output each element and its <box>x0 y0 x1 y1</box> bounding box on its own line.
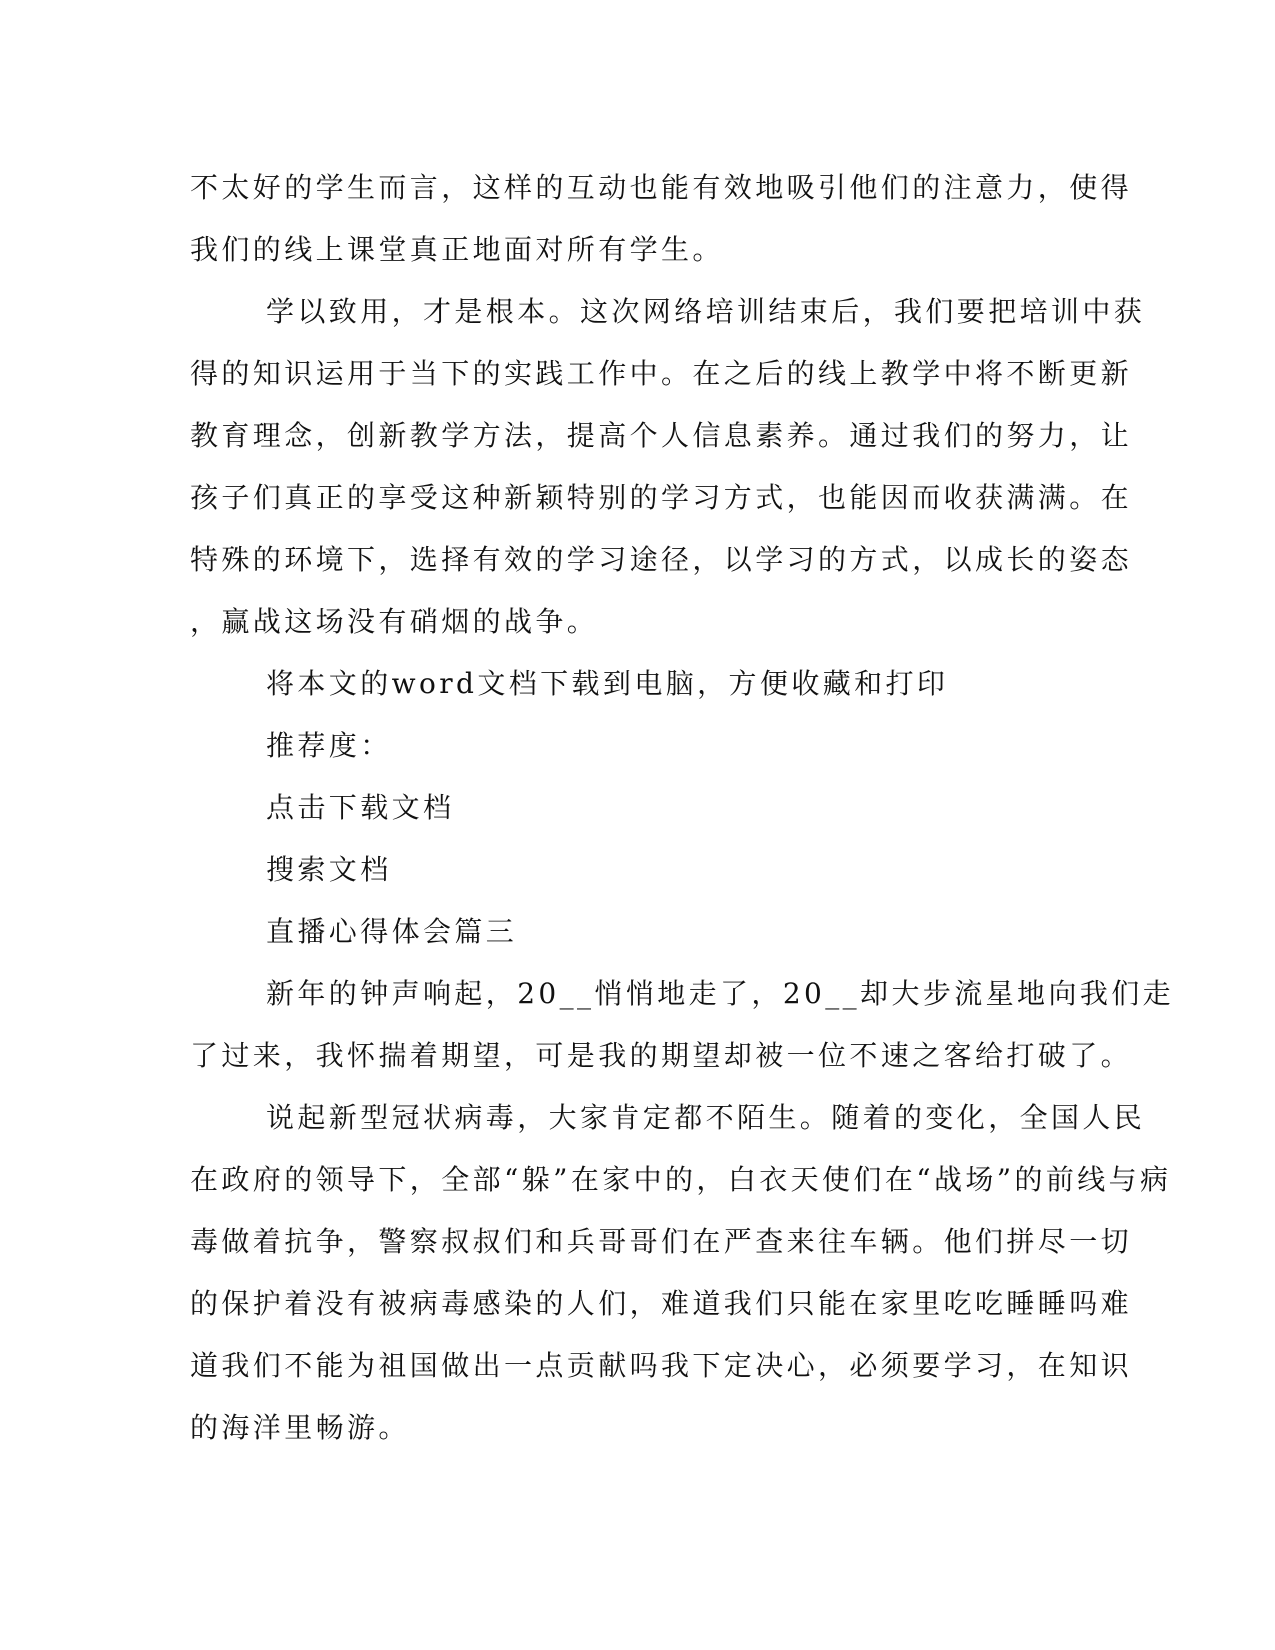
search-link-text[interactable]: 搜索文档 <box>266 853 392 886</box>
text-line: 特殊的环境下，选择有效的学习途径，以学习的方式，以成长的姿态 <box>190 543 1133 576</box>
recommend-rating <box>190 715 1090 777</box>
text-line: 毒做着抗争，警察叔叔们和兵哥哥们在严查来往车辆。他们拼尽一切 <box>190 1225 1133 1258</box>
text-line: 不太好的学生而言，这样的互动也能有效地吸引他们的注意力，使得 <box>190 171 1133 204</box>
search-link[interactable] <box>190 839 1090 901</box>
download-note-text: 将本文的word文档下载到电脑，方便收藏和打印 <box>266 667 949 700</box>
document-body <box>190 157 1175 1459</box>
text-line: 说起新型冠状病毒，大家肯定都不陌生。随着的变化，全国人民 <box>266 1101 1146 1134</box>
paragraph-application <box>190 281 1146 653</box>
download-note <box>190 653 1090 715</box>
section-title <box>190 901 1090 963</box>
text-line: 了过来，我怀揣着期望，可是我的期望却被一位不速之客给打破了。 <box>190 1039 1133 1072</box>
text-line: 孩子们真正的享受这种新颖特别的学习方式，也能因而收获满满。在 <box>190 481 1133 514</box>
text-line: 新年的钟声响起，20__悄悄地走了，20__却大步流星地向我们走 <box>266 977 1175 1010</box>
download-link[interactable] <box>190 777 1090 839</box>
paragraph-new-year <box>190 963 1175 1087</box>
recommend-label: 推荐度： <box>266 729 392 762</box>
text-line: 的海洋里畅游。 <box>190 1411 410 1444</box>
text-line: 我们的线上课堂真正地面对所有学生。 <box>190 233 724 266</box>
text-line: 学以致用，才是根本。这次网络培训结束后，我们要把培训中获 <box>266 295 1146 328</box>
download-link-text[interactable]: 点击下载文档 <box>266 791 455 824</box>
text-line: 的保护着没有被病毒感染的人们，难道我们只能在家里吃吃睡睡吗难 <box>190 1287 1133 1320</box>
text-line: 道我们不能为祖国做出一点贡献吗我下定决心，必须要学习，在知识 <box>190 1349 1133 1382</box>
text-line: ，赢战这场没有硝烟的战争。 <box>190 605 599 638</box>
text-line: 教育理念，创新教学方法，提高个人信息素养。通过我们的努力，让 <box>190 419 1133 452</box>
section-title-text: 直播心得体会篇三 <box>266 915 518 948</box>
paragraph-continuation <box>190 157 1133 281</box>
paragraph-virus <box>190 1087 1172 1459</box>
text-line: 在政府的领导下，全部“躲”在家中的，白衣天使们在“战场”的前线与病 <box>190 1163 1172 1196</box>
text-line: 得的知识运用于当下的实践工作中。在之后的线上教学中将不断更新 <box>190 357 1133 390</box>
